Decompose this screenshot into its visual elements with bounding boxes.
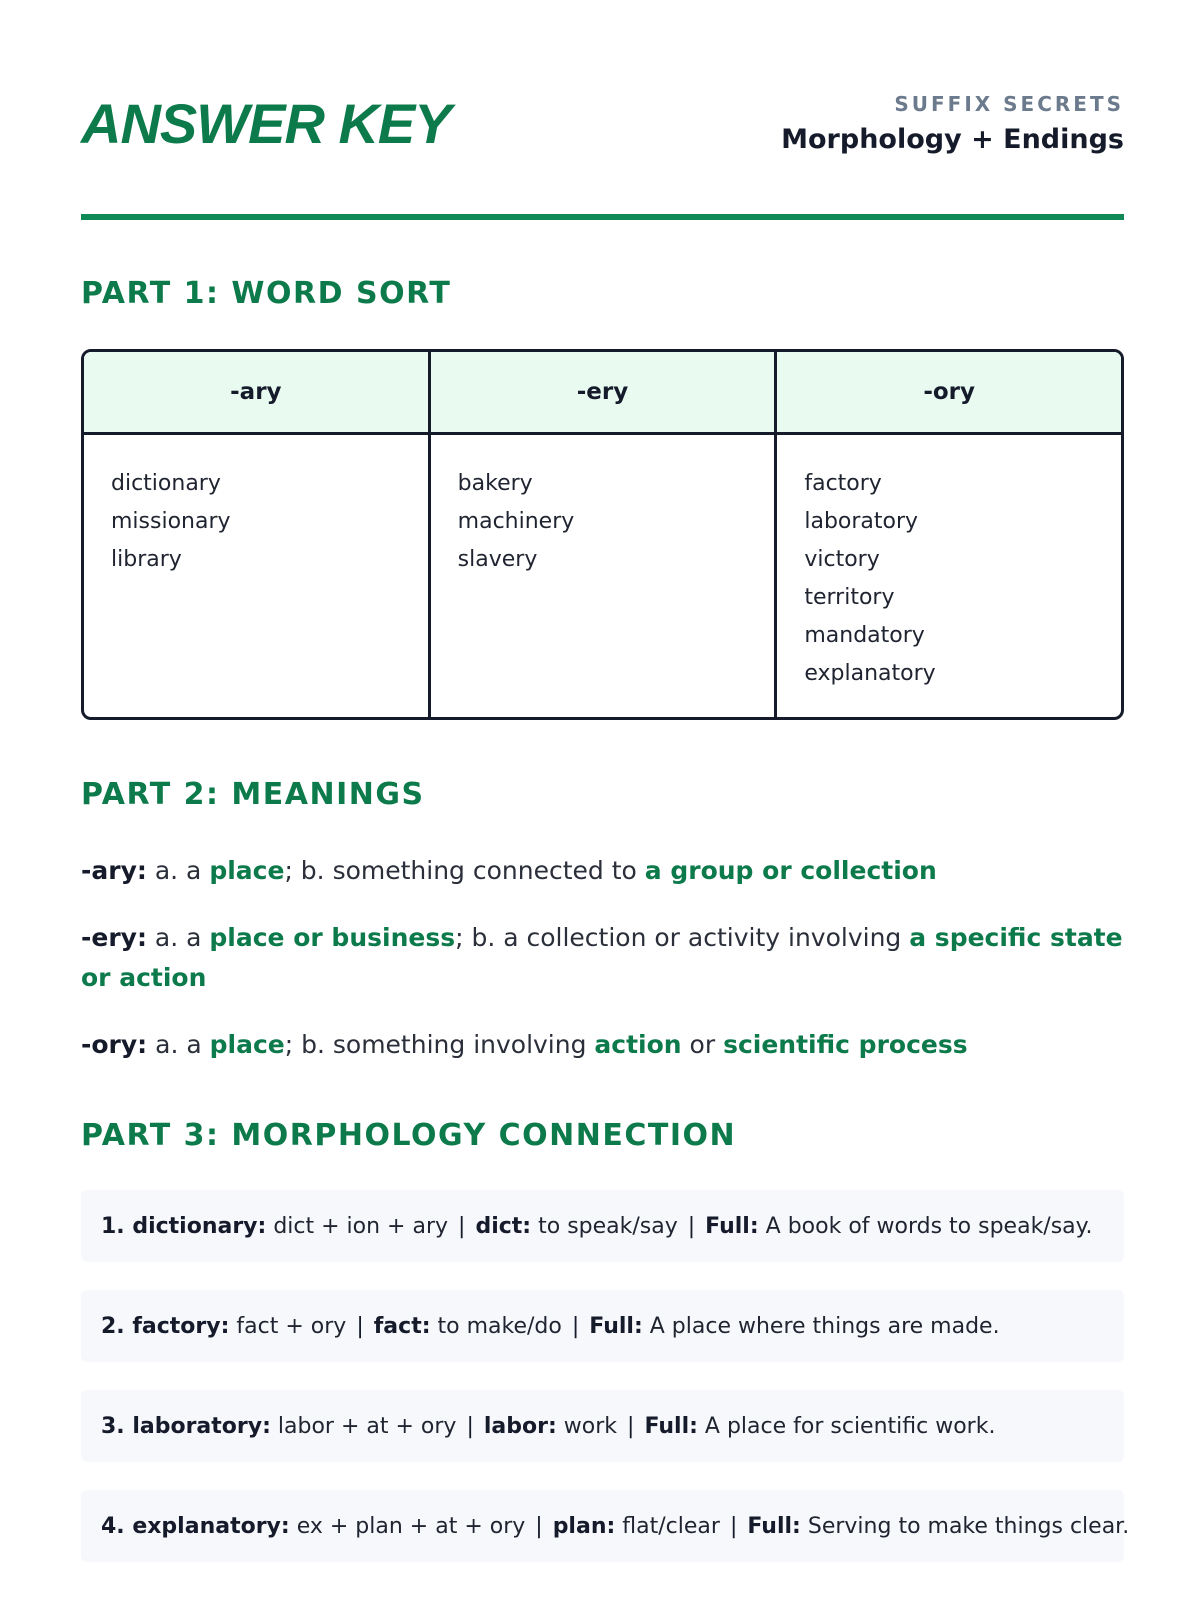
word-sort-table	[81, 349, 1124, 720]
meaning-text: ; b. something involving	[284, 1030, 595, 1059]
meaning-ory	[81, 1025, 1124, 1065]
meaning-text: a. a	[146, 856, 210, 885]
card-full: A place where things are made.	[649, 1313, 1000, 1339]
suffix-label: -ery:	[81, 923, 147, 952]
part2-heading: PART 2: MEANINGS	[81, 777, 425, 812]
page-title: ANSWER KEY	[81, 92, 451, 155]
highlight: place	[209, 856, 285, 885]
word-item: victory	[804, 547, 880, 572]
highlight: a group or collection	[644, 856, 937, 885]
separator: |	[687, 1213, 696, 1239]
card-root: fact:	[373, 1313, 431, 1339]
separator: |	[535, 1513, 543, 1539]
morphology-card	[81, 1190, 1124, 1262]
card-parts: dict + ion + ary	[273, 1213, 449, 1239]
card-root-meaning: to make/do	[437, 1313, 562, 1339]
header-meta	[781, 92, 1124, 155]
part3-heading: PART 3: MORPHOLOGY CONNECTION	[81, 1118, 737, 1153]
page-subtitle: Morphology + Endings	[781, 124, 1124, 155]
full-label: Full:	[705, 1213, 759, 1239]
word-item: dictionary	[111, 471, 221, 496]
column-ery	[428, 352, 775, 717]
separator: |	[356, 1313, 364, 1339]
card-root: plan:	[552, 1513, 616, 1539]
card-root: dict:	[475, 1213, 532, 1239]
full-label: Full:	[589, 1313, 643, 1339]
morphology-card	[81, 1290, 1124, 1362]
separator: |	[458, 1213, 466, 1239]
full-label: Full:	[747, 1513, 801, 1539]
word-item: machinery	[457, 509, 575, 534]
card-full: A place for scientific work.	[704, 1413, 996, 1439]
meaning-text: a. a	[146, 923, 210, 952]
morphology-card	[81, 1490, 1130, 1562]
separator: |	[729, 1513, 738, 1539]
word-item: factory	[804, 471, 882, 496]
meaning-text: a. a	[147, 1030, 210, 1059]
separator: |	[627, 1413, 635, 1439]
highlight: place or business	[209, 923, 456, 952]
column-ory	[774, 352, 1121, 717]
part1-heading: PART 1: WORD SORT	[81, 276, 452, 311]
series-label: SUFFIX SECRETS	[894, 92, 1124, 116]
column-header: -ery	[431, 352, 775, 435]
header-divider	[81, 214, 1124, 220]
highlight: place	[209, 1030, 285, 1059]
full-label: Full:	[644, 1413, 698, 1439]
suffix-label: -ary:	[81, 856, 147, 885]
highlight: action	[594, 1030, 682, 1059]
word-item: mandatory	[804, 623, 925, 648]
card-parts: labor + at + ory	[277, 1413, 457, 1439]
card-full: Serving to make things clear.	[807, 1513, 1130, 1539]
card-root: labor:	[483, 1413, 557, 1439]
card-root-meaning: to speak/say	[538, 1213, 678, 1239]
card-parts: fact + ory	[236, 1313, 347, 1339]
column-body	[777, 435, 1121, 693]
card-parts: ex + plan + at + ory	[296, 1513, 526, 1539]
separator: |	[466, 1413, 474, 1439]
card-word: 3. laboratory:	[101, 1413, 271, 1439]
word-item: bakery	[457, 471, 533, 496]
card-word: 1. dictionary:	[101, 1213, 267, 1239]
card-full: A book of words to speak/say.	[765, 1213, 1093, 1239]
column-body	[431, 435, 775, 579]
meaning-text: ; b. something connected to	[284, 856, 645, 885]
card-word: 2. factory:	[101, 1313, 230, 1339]
column-header: -ary	[84, 352, 428, 435]
word-item: slavery	[457, 547, 538, 572]
card-word: 4. explanatory:	[101, 1513, 290, 1539]
word-item: territory	[804, 585, 895, 610]
meaning-text: or	[681, 1030, 724, 1059]
card-root-meaning: work	[563, 1413, 618, 1439]
column-body	[84, 435, 428, 579]
page-header	[81, 92, 1124, 162]
meaning-ary	[81, 851, 1124, 891]
word-item: library	[111, 547, 182, 572]
word-item: explanatory	[804, 661, 936, 686]
meaning-text: ; b. a collection or activity involving	[455, 923, 910, 952]
highlight: a specific state or action	[81, 923, 1123, 992]
card-root-meaning: flat/clear	[622, 1513, 720, 1539]
suffix-label: -ory:	[81, 1030, 148, 1059]
word-item: missionary	[111, 509, 231, 534]
column-header: -ory	[777, 352, 1121, 435]
word-item: laboratory	[804, 509, 919, 534]
column-ary	[84, 352, 428, 717]
highlight: scientific process	[723, 1030, 968, 1059]
morphology-card	[81, 1390, 1124, 1462]
separator: |	[571, 1313, 580, 1339]
meaning-ery	[81, 918, 1124, 998]
